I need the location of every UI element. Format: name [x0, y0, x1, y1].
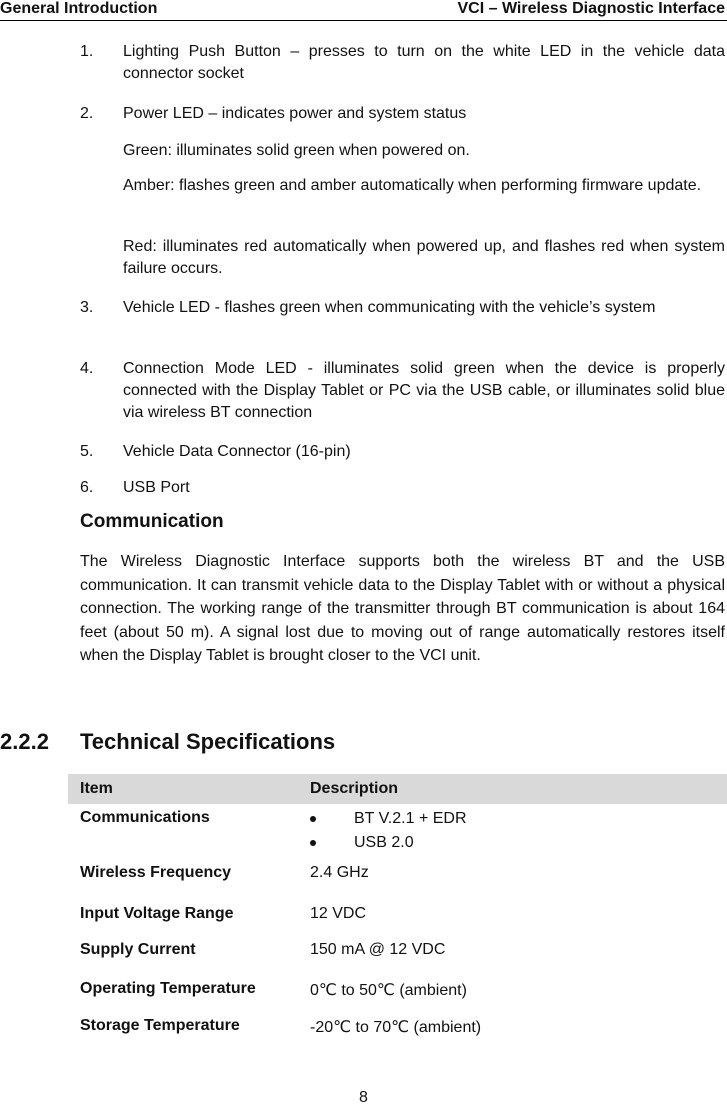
spec-item-value: 150 mA @ 12 VDC	[310, 941, 446, 958]
list-item-number: 5.	[80, 443, 94, 460]
list-item-number: 6.	[80, 479, 94, 496]
spec-bullet-text: USB 2.0	[354, 834, 414, 851]
list-item-text: Lighting Push Button – presses to turn on the white LED in the vehicle data connector socket	[123, 43, 725, 82]
power-led-red-state: Red: illuminates red automatically when powered up, and flashes red when system failure occurs.	[123, 238, 725, 277]
spec-item-value: 0℃ to 50℃ (ambient)	[310, 982, 467, 999]
spec-item-label: Supply Current	[80, 941, 196, 958]
spec-item-value: -20℃ to 70℃ (ambient)	[310, 1019, 482, 1036]
list-item-text: Vehicle Data Connector (16-pin)	[123, 443, 351, 460]
list-item-number: 2.	[80, 105, 94, 122]
communication-heading: Communication	[80, 511, 224, 532]
spec-item-value: 12 VDC	[310, 905, 367, 922]
section-title: Technical Specifications	[80, 729, 336, 754]
list-item-text: Vehicle LED - flashes green when communicating with the vehicle’s system	[123, 299, 656, 316]
list-item-number: 3.	[80, 299, 94, 316]
spec-item-value: 2.4 GHz	[310, 864, 369, 881]
communication-paragraph: The Wireless Diagnostic Interface supports both the wireless BT and the USB communication. It can transmit vehicle data to the Display Tablet with or without a physical connection. The working range of the transmitter through BT communication is about 164 feet (about 50 m). A signal lost due to moving out of range automatically restores itself when the Display Tablet is brought closer to the VCI unit.	[80, 553, 725, 664]
bullet-dot-icon	[310, 840, 316, 846]
spec-item-label: Communications	[80, 809, 210, 826]
list-item-text: Connection Mode LED - illuminates solid green when the device is properly connected with the Display Tablet or PC via the USB cable, or illuminates solid blue via wireless BT connection	[123, 360, 725, 421]
power-led-amber-state: Amber: flashes green and amber automatically when performing firmware update.	[123, 177, 702, 194]
header-document-title: VCI – Wireless Diagnostic Interface	[457, 0, 725, 17]
section-number: 2.2.2	[0, 729, 49, 754]
spec-item-label: Storage Temperature	[80, 1017, 240, 1034]
column-header-item: Item	[80, 780, 113, 797]
spec-item-label: Operating Temperature	[80, 980, 256, 997]
list-item-text: Power LED – indicates power and system status	[123, 105, 467, 122]
list-item-number: 1.	[80, 43, 94, 60]
spec-table-header	[68, 774, 727, 804]
spec-bullet-text: BT V.2.1 + EDR	[354, 810, 467, 827]
list-item-number: 4.	[80, 360, 94, 377]
spec-item-label: Input Voltage Range	[80, 905, 234, 922]
power-led-green-state: Green: illuminates solid green when powered on.	[123, 142, 470, 159]
page-number: 8	[359, 1089, 368, 1106]
spec-item-label: Wireless Frequency	[80, 864, 232, 881]
page-header	[0, 0, 727, 21]
column-header-description: Description	[310, 780, 399, 797]
header-chapter-title: General Introduction	[0, 0, 158, 17]
list-item-text: USB Port	[123, 479, 190, 496]
bullet-dot-icon	[310, 816, 316, 822]
